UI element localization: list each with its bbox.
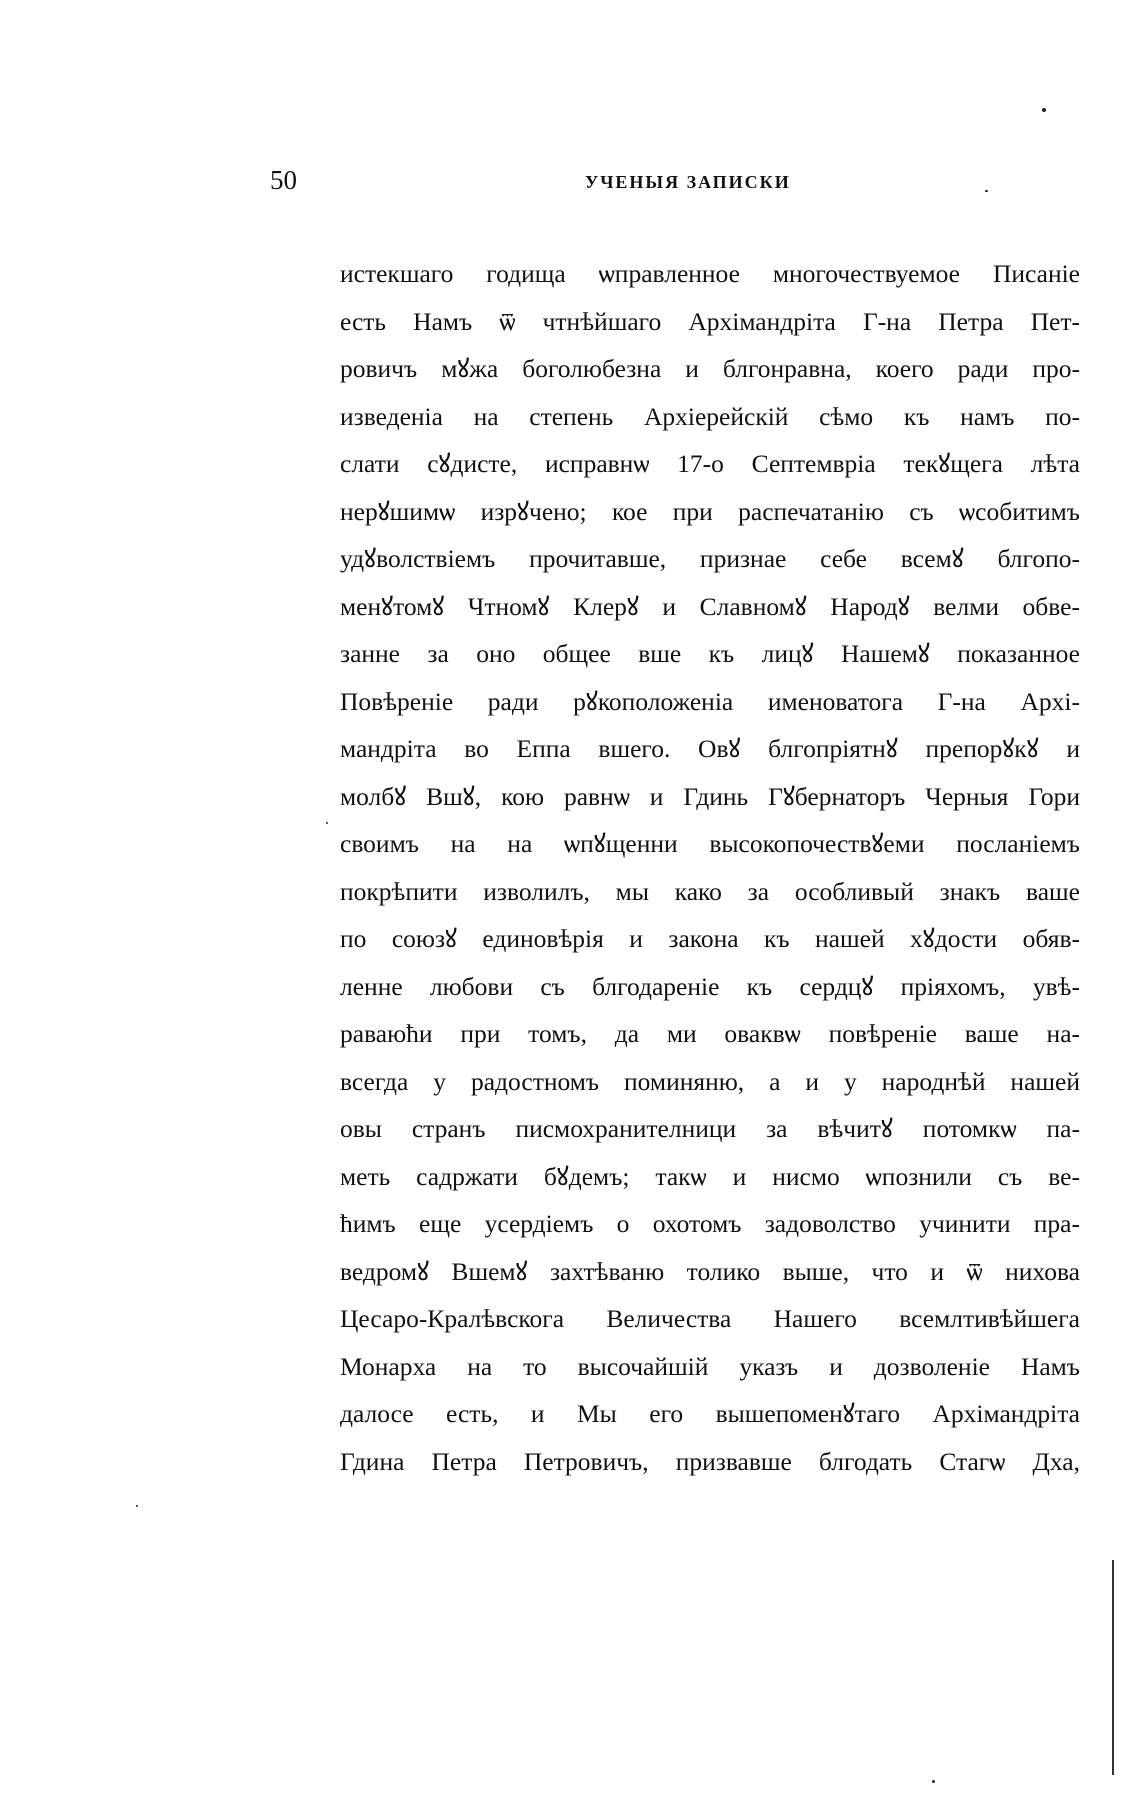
text-line: Гдина Петра Петровичъ, призвавше блгодать Стагѡ Дха, <box>340 1446 1080 1476</box>
text-line: молбꙋ Вшꙋ, кою равнѡ и Гдинь Гꙋбернаторъ Черныя Гори <box>340 781 1080 811</box>
text-line: есть Намъ ѿ чтнѣйшаго Архімандріта Г-на Петра Пет- <box>340 306 1080 336</box>
text-line: ленне любови съ блгодареніе къ сердцꙋ пріяхомъ, увѣ- <box>340 971 1080 1001</box>
text-line: менꙋтомꙋ Чтномꙋ Клерꙋ и Славномꙋ Народꙋ велми обве- <box>340 591 1080 621</box>
text-line: ћимъ еще усердіемъ о охотомъ задоволство учинити пра- <box>340 1209 1080 1238</box>
text-line: далосе есть, и Мы его вышепоменꙋтаго Архімандріта <box>340 1399 1080 1428</box>
text-line: Монарха на то высочайшій указъ и дозволеніе Намъ <box>340 1351 1080 1381</box>
text-line: ведромꙋ Вшемꙋ захтѣваню толико выше, что и ѿ нихова <box>340 1256 1080 1286</box>
ink-speck <box>1042 108 1046 112</box>
text-line: меть садржати бꙋдемъ; такѡ и нисмо ѡпознили съ ве- <box>340 1161 1080 1191</box>
text-line: своимъ на на ѡпꙋщенни высокопочествꙋеми посланіемъ <box>340 829 1080 858</box>
text-line: занне за оно общее вше къ лицꙋ Нашемꙋ показанное <box>340 639 1080 668</box>
text-line: нерꙋшимѡ изрꙋчено; кое при распечатанію съ ѡсобитимъ <box>340 496 1080 526</box>
text-line: покрѣпити изволилъ, мы како за особливый знакъ ваше <box>340 876 1080 906</box>
page-number: 50 <box>270 165 297 195</box>
body-text <box>340 250 1080 1485</box>
text-line: ровичъ мꙋжа боголюбезна и блгонравна, коего ради про- <box>340 354 1080 383</box>
text-line: по союзꙋ единовѣрія и закона къ нашей хꙋдости обяв- <box>340 924 1080 953</box>
text-line: Цесаро-Кралѣвскога Величества Нашего всемлтивѣйшега <box>340 1304 1080 1333</box>
ink-speck <box>985 190 988 192</box>
text-line: изведеніа на степень Архіерейскій сѣмо къ намъ по- <box>340 401 1080 431</box>
running-title: УЧЕНЫЯ ЗАПИСКИ <box>585 172 791 192</box>
ink-speck <box>136 1505 138 1507</box>
text-line: овы странъ писмохранителници за вѣчитꙋ потомкѡ па- <box>340 1114 1080 1143</box>
text-line: удꙋволствіемъ прочитавше, признае себе всемꙋ блгопо- <box>340 544 1080 573</box>
text-line: всегда у радостномъ поминяню, а и у народнѣй нашей <box>340 1066 1080 1096</box>
page-edge-mark <box>1112 1560 1114 1775</box>
text-line: мандріта во Еппа вшего. Овꙋ блгопріятнꙋ препорꙋкꙋ и <box>340 734 1080 763</box>
ink-speck <box>326 822 328 824</box>
text-line: слати сꙋдисте, исправнѡ 17-о Септемвріа текꙋщега лѣта <box>340 449 1080 478</box>
text-line: Повѣреніе ради рꙋкоположеніа именоватога Г-на Архі- <box>340 686 1080 716</box>
ink-speck <box>932 1780 935 1783</box>
text-line: раваюћи при томъ, да ми оваквѡ повѣреніе ваше на- <box>340 1019 1080 1048</box>
text-line: истекшаго годища ѡправленное многочествуемое Писаніе <box>340 259 1080 288</box>
